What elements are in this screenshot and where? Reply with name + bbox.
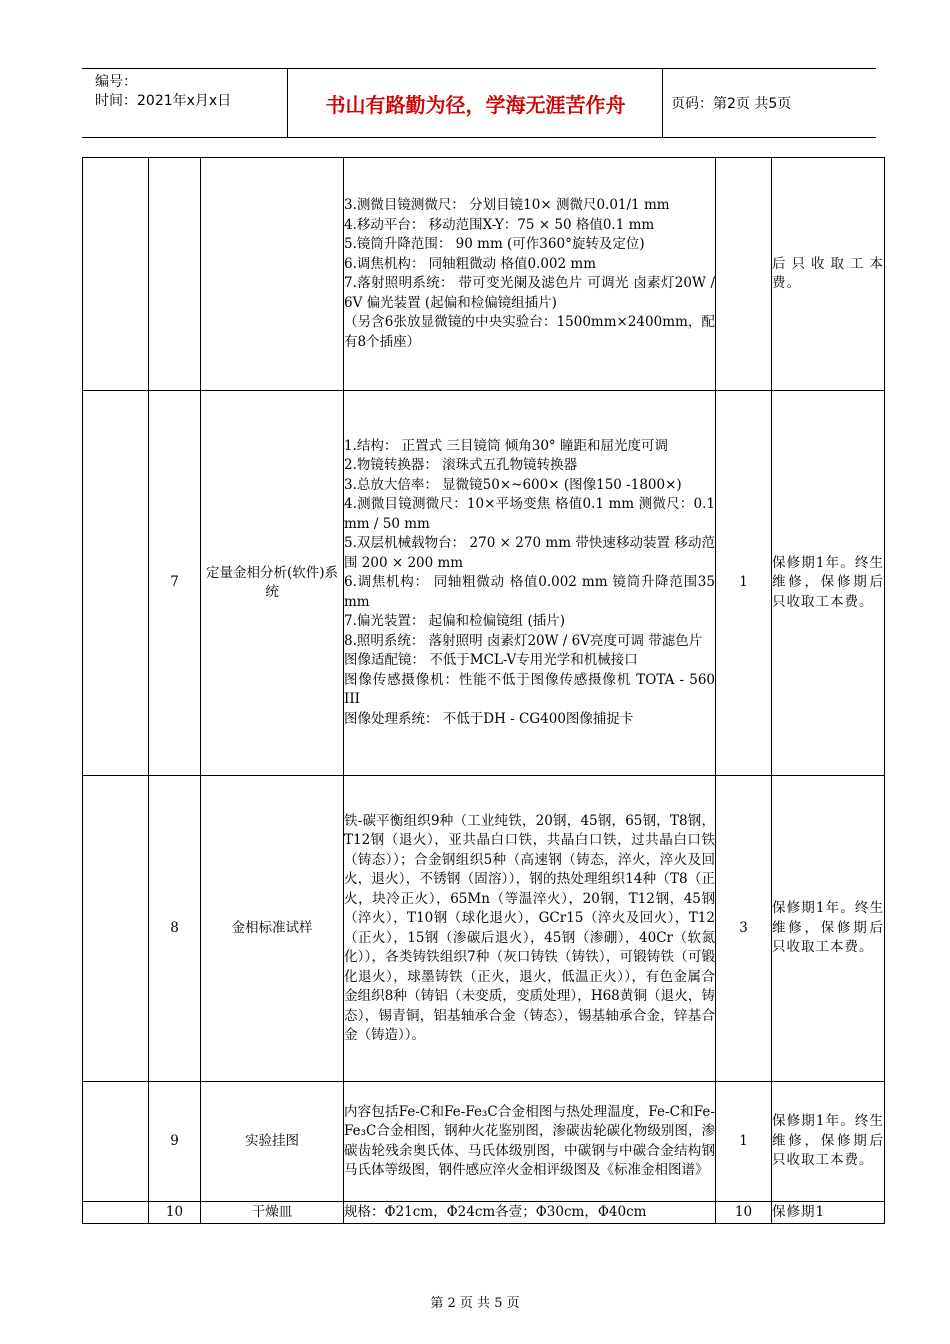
item-name: 干燥皿 [201, 1202, 344, 1224]
blank-cell [83, 158, 149, 391]
header-info [82, 69, 288, 137]
spec-line: 8.照明系统： 落射照明 卤素灯20W / 6V亮度可调 带滤色片 [344, 632, 703, 649]
spec-line: （另含6张放显微镜的中央实验台：1500mm×2400mm，配有8个插座） [344, 314, 715, 350]
item-quantity [716, 158, 772, 391]
spec-line: 图像适配镜： 不低于MCL-V专用光学和机械接口 [344, 652, 638, 669]
page-header [82, 68, 876, 138]
blank-cell [83, 391, 149, 776]
spec-line: 5.双层机械载物台： 270 × 270 mm 带快速移动装置 移动范围 200 × 200 mm [344, 535, 715, 571]
item-spec [344, 391, 716, 776]
blank-cell [83, 1202, 149, 1224]
item-number: 7 [149, 391, 201, 776]
item-number: 8 [149, 776, 201, 1082]
header-page-label: 页码：第2页 共5页 [671, 96, 792, 112]
spec-line: 内容包括Fe-C和Fe-Fe₃C合金相图与热处理温度，Fe-C和Fe-Fe₃C合金相图，钢种火花鉴别图，渗碳齿轮碳化物级别图，渗碳齿轮残余奥氏体、马氏体级别图，中碳钢与中碳合金结构钢马氏体等级图，钢件感应淬火金相评级图及《标准金相图谱》 [344, 1103, 715, 1178]
number-label: 编号： [95, 74, 137, 90]
spec-line: 规格：Φ21cm，Φ24cm各壹；Φ30cm，Φ40cm [344, 1203, 647, 1220]
spec-line: 7.偏光装置： 起偏和检偏镜组 (插片) [344, 613, 565, 630]
header-motto: 书山有路勤为径，学海无涯苦作舟 [289, 69, 663, 137]
item-note: 后只收取工本费。 [772, 158, 885, 391]
spec-line: 3.测微目镜测微尺： 分划目镜10× 测微尺0.01/1 mm [344, 197, 670, 213]
item-name: 金相标准试样 [201, 776, 344, 1082]
blank-cell [83, 776, 149, 1082]
spec-line: 图像传感摄像机：性能不低于图像传感摄像机 TOTA - 560 III [344, 671, 715, 708]
item-spec [344, 158, 716, 391]
page-footer: 第 2 页 共 5 页 [430, 1296, 520, 1311]
table-row [83, 1082, 885, 1202]
item-note: 保修期1 [772, 1202, 885, 1224]
item-number: 10 [149, 1202, 201, 1224]
spec-line: 2.物镜转换器： 滚珠式五孔物镜转换器 [344, 457, 578, 474]
item-spec [344, 1202, 716, 1224]
item-number: 9 [149, 1082, 201, 1202]
item-quantity: 10 [716, 1202, 772, 1224]
spec-line: 5.镜筒升降范围： 90 mm (可作360°旋转及定位) [344, 236, 645, 252]
spec-line: 7.落射照明系统： 带可变光阑及滤色片 可调光 卤素灯20W / 6V 偏光装置 (起偏和检偏镜组插片) [344, 275, 715, 311]
item-name: 实验挂图 [201, 1082, 344, 1202]
table-row [83, 391, 885, 776]
table-row [83, 158, 885, 391]
table-row [83, 1202, 885, 1224]
spec-line: 4.测微目镜测微尺：10×平场变焦 格值0.1 mm 测微尺：0.1 mm / 50 mm [344, 496, 715, 532]
table-row [83, 776, 885, 1082]
spec-line: 图像处理系统： 不低于DH - CG400图像捕捉卡 [344, 710, 634, 727]
item-quantity: 3 [716, 776, 772, 1082]
item-quantity: 1 [716, 391, 772, 776]
item-note: 保修期1年。终生维修，保修期后只收取工本费。 [772, 391, 885, 776]
spec-line: 4.移动平台： 移动范围X-Y：75 × 50 格值0.1 mm [344, 216, 655, 233]
item-name: 定量金相分析(软件)系统 [201, 391, 344, 776]
spec-line: 铁-碳平衡组织9种（工业纯铁，20钢，45钢，65钢，T8钢，T12钢（退火），亚共晶白口铁，共晶白口铁，过共晶白口铁（铸态））；合金钢组织5种（高速钢（铸态，淬火，淬火及回火，退火），不锈钢（固溶）），钢的热处理组织14种（T8（正火，块冷正火），65Mn（等温淬火），20钢，T12钢，45钢（淬火），T10钢（球化退火），GCr15（淬火及回火），T12（正火），15钢（渗碳后退火），45钢（渗硼），40Cr（软氮化）），各类铸铁组织7种（灰口铸铁（铸铁），可锻铸铁（可锻化退火），球墨铸铁（正火，退火，低温正火）），有色金属合金组织8种（铸铝（未变质，变质处理），H68黄铜（退火，铸态），锡青铜，铝基轴承合金（铸态），锡基轴承合金，锌基合金（铸造））。 [344, 812, 715, 1043]
equipment-table [82, 157, 885, 1224]
item-number [149, 158, 201, 391]
item-spec [344, 1082, 716, 1202]
item-quantity: 1 [716, 1082, 772, 1202]
time-label: 时间：2021年x月x日 [95, 93, 232, 109]
item-note: 保修期1年。终生维修，保修期后只收取工本费。 [772, 1082, 885, 1202]
item-note: 保修期1年。终生维修，保修期后只收取工本费。 [772, 776, 885, 1082]
spec-line: 6.调焦机构： 同轴粗微动 格值0.002 mm [344, 255, 597, 272]
spec-line: 3.总放大倍率： 显微镜50×~600× (图像150 -1800×) [344, 476, 682, 493]
item-spec [344, 776, 716, 1082]
item-name [201, 158, 344, 391]
blank-cell [83, 1082, 149, 1202]
spec-line: 6.调焦机构： 同轴粗微动 格值0.002 mm 镜筒升降范围35 mm [344, 574, 715, 610]
spec-line: 1.结构： 正置式 三目镜筒 倾角30° 瞳距和屈光度可调 [344, 437, 668, 454]
